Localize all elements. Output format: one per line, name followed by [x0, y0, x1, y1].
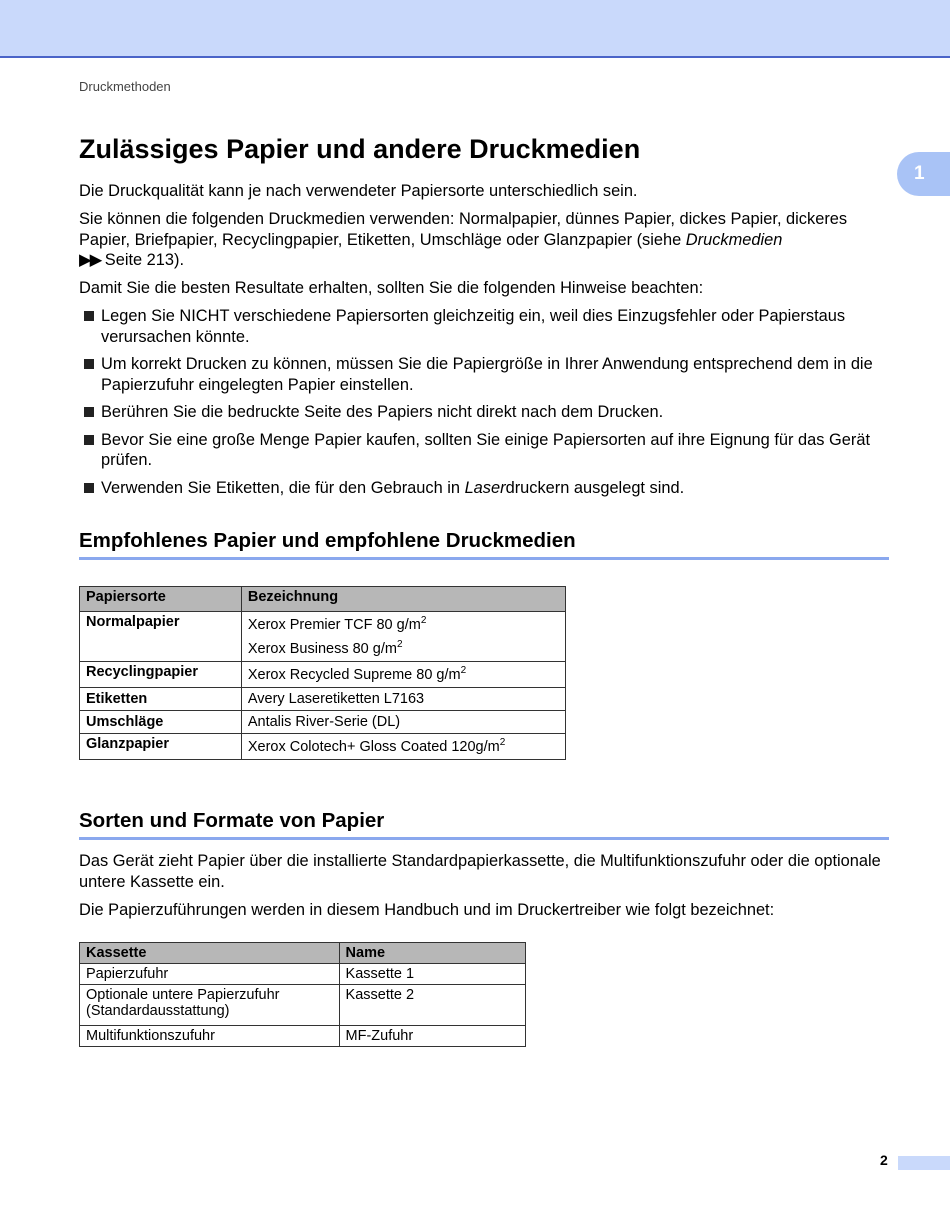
list-item-text-part: Verwenden Sie Etiketten, die für den Gebrauch in [101, 478, 465, 497]
header-band [0, 0, 950, 58]
paper-desc-cell [241, 734, 565, 760]
paper-type-cell: Glanzpapier [80, 734, 242, 760]
table-row [80, 985, 526, 1026]
table-row [80, 688, 566, 711]
tray-name-cell: Kassette 2 [339, 985, 525, 1026]
footer-bar [898, 1156, 950, 1170]
table-row [80, 662, 566, 688]
list-item-italic: Laser [464, 478, 506, 497]
table-header-row [80, 587, 566, 612]
list-item [84, 478, 894, 499]
tray-cell: Multifunktionszufuhr [80, 1026, 340, 1047]
reference-arrows-icon: ▶▶ [79, 251, 101, 269]
tray-cell: Papierzufuhr [80, 964, 340, 985]
table-row [80, 1026, 526, 1047]
paper-desc-cell: Antalis River-Serie (DL) [241, 711, 565, 734]
tray-text: (Standardausstattung) [86, 1003, 230, 1019]
column-header: Papiersorte [80, 587, 242, 612]
tray-table [79, 942, 526, 1047]
table-row [80, 734, 566, 760]
intro-paragraph-3: Damit Sie die besten Resultate erhalten, sollten Sie die folgenden Hinweise beachten: [79, 279, 704, 297]
list-item [84, 430, 894, 471]
paper-desc-line [248, 617, 559, 633]
column-header: Kassette [80, 943, 340, 964]
bullet-square-icon [84, 311, 94, 321]
paper-desc-text: Xerox Business 80 g/m [247, 641, 397, 657]
paper-type-cell: Umschläge [80, 711, 242, 734]
intro-paragraph-2 [79, 209, 891, 271]
page-number: 2 [880, 1152, 888, 1168]
list-item-text: Legen Sie NICHT verschiedene Papiersorten gleichzeitig ein, weil dies Einzugsfehler oder Papierstaus verursachen könnte. [101, 307, 846, 346]
tray-name-cell: MF-Zufuhr [339, 1026, 525, 1047]
superscript: 2 [499, 737, 506, 748]
list-item-text [101, 479, 684, 497]
intro-paragraph-1: Die Druckqualität kann je nach verwendeter Papiersorte unterschiedlich sein. [79, 182, 638, 200]
paper-desc-line [248, 641, 559, 657]
table-row [80, 964, 526, 985]
intro-paragraph-2-text: Sie können die folgenden Druckmedien verwenden: Normalpapier, dünnes Papier, dickes Papier, dickeres Papier, Briefpapier, Recyclingpapier, Etiketten, Umschläge oder Glanzpapier (siehe [79, 210, 848, 249]
table-header-row [80, 943, 526, 964]
table-row [80, 612, 566, 662]
tray-text: Optionale untere Papierzufuhr [86, 987, 280, 1003]
column-header: Bezeichnung [241, 587, 565, 612]
running-head: Druckmethoden [79, 79, 171, 94]
intro-paragraph-2-page-ref: Seite 213). [100, 251, 185, 269]
tray-cell [80, 985, 340, 1026]
bullet-square-icon [84, 483, 94, 493]
list-item [84, 402, 894, 423]
paper-desc-text: Xerox Premier TCF 80 g/m [247, 617, 421, 633]
section-title-recommended-paper: Empfohlenes Papier und empfohlene Druckmedien [79, 528, 889, 560]
bullet-square-icon [84, 435, 94, 445]
paper-desc-cell [241, 612, 565, 662]
paper-type-cell: Etiketten [80, 688, 242, 711]
druckmedien-link[interactable]: Druckmedien [685, 230, 783, 249]
chapter-tab: 1 [897, 152, 950, 196]
bullet-square-icon [84, 407, 94, 417]
list-item-text: Bevor Sie eine große Menge Papier kaufen, sollten Sie einige Papiersorten auf ihre Eignung für das Gerät prüfen. [101, 430, 870, 469]
superscript: 2 [420, 615, 427, 626]
section-title-paper-types: Sorten und Formate von Papier [79, 808, 889, 840]
paper-desc-text: Xerox Recycled Supreme 80 g/m [247, 667, 461, 683]
superscript: 2 [460, 665, 467, 676]
section2-paragraph-1: Das Gerät zieht Papier über die installierte Standardpapierkassette, die Multifunktionszufuhr oder die optionale untere Kassette ein. [79, 852, 881, 891]
bullet-square-icon [84, 359, 94, 369]
list-item [84, 306, 894, 347]
paper-type-cell: Normalpapier [80, 612, 242, 662]
list-item-text: Um korrekt Drucken zu können, müssen Sie die Papiergröße in Ihrer Anwendung entsprechend dem in die Papierzufuhr eingelegten Papier einstellen. [101, 355, 873, 394]
column-header: Name [339, 943, 525, 964]
recommended-paper-table [79, 586, 566, 760]
table-row [80, 711, 566, 734]
paper-type-cell: Recyclingpapier [80, 662, 242, 688]
hints-list [84, 306, 894, 505]
list-item-text: Berühren Sie die bedruckte Seite des Papiers nicht direkt nach dem Drucken. [101, 403, 664, 421]
superscript: 2 [396, 639, 403, 650]
section2-paragraph-2: Die Papierzuführungen werden in diesem Handbuch und im Druckertreiber wie folgt bezeichnet: [79, 901, 775, 919]
paper-desc-cell: Avery Laseretiketten L7163 [241, 688, 565, 711]
list-item [84, 354, 894, 395]
list-item-text-part: druckern ausgelegt sind. [505, 478, 685, 497]
page-title: Zulässiges Papier und andere Druckmedien [79, 134, 641, 164]
paper-desc-text: Xerox Colotech+ Gloss Coated 120g/m [247, 739, 500, 755]
paper-desc-cell [241, 662, 565, 688]
tray-name-cell: Kassette 1 [339, 964, 525, 985]
